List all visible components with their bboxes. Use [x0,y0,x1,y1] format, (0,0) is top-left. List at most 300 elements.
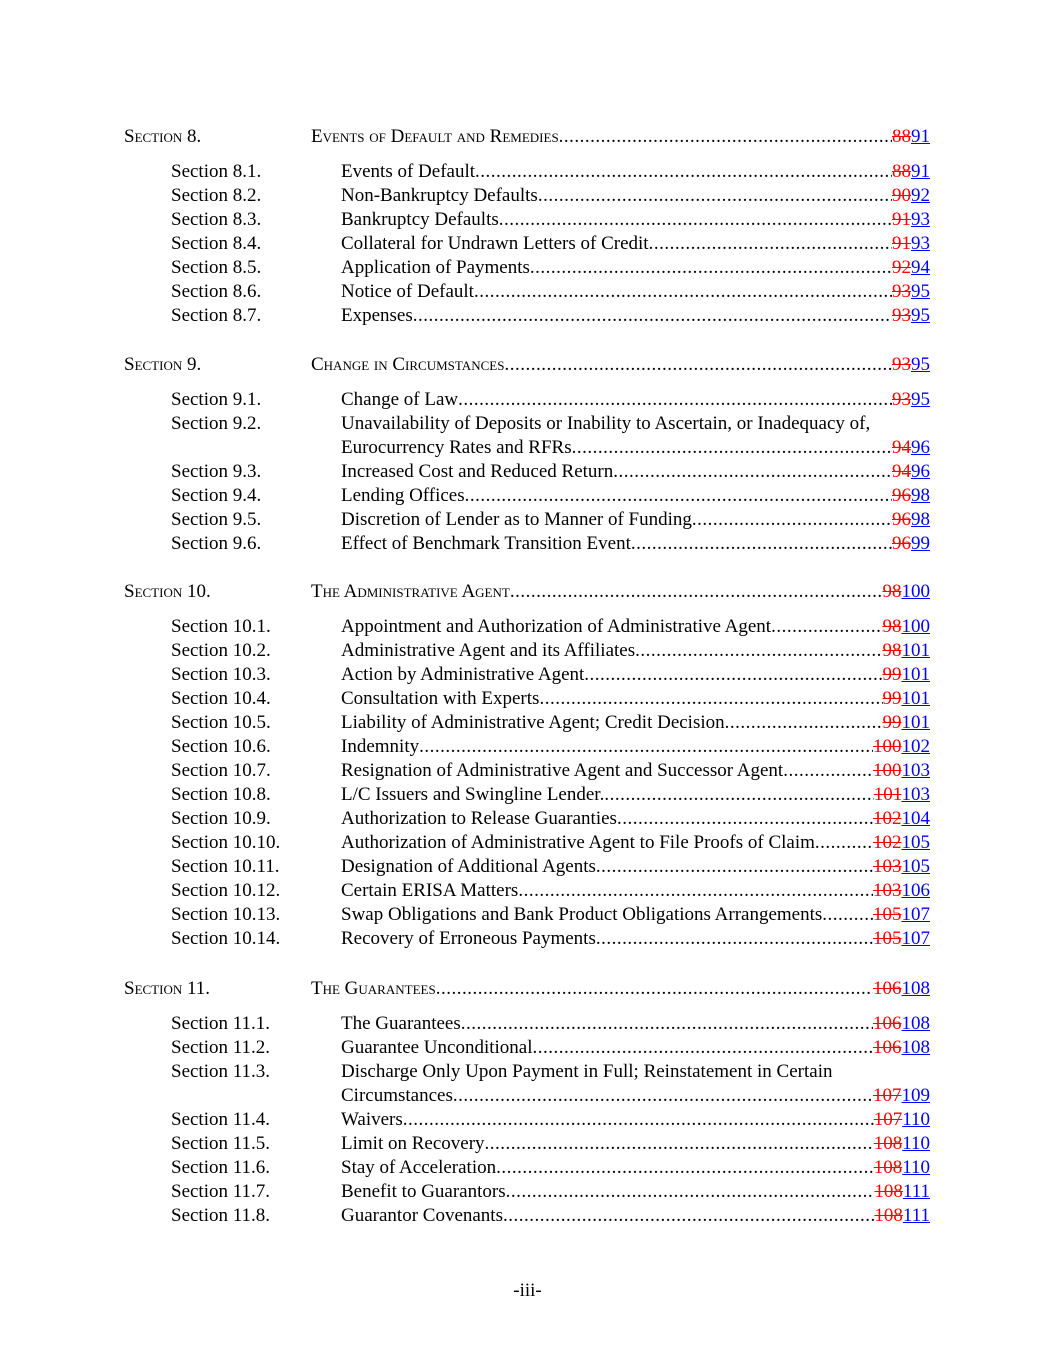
section-heading-title: Events of Default and Remedies [311,126,559,147]
subsection-number: Section 8.3. [171,209,262,230]
section-heading-link[interactable] [311,977,930,1001]
subsection-link[interactable] [341,388,930,412]
toc-entry [0,903,1055,927]
toc-entry [0,256,1055,280]
page-reference [873,807,930,831]
subsection-title: Designation of Additional Agents [341,856,596,877]
deleted-page-number: 96 [892,509,911,530]
dot-leader [635,639,882,663]
dot-leader [613,460,892,484]
dot-leader [771,615,882,639]
deleted-page-number: 106 [873,1037,902,1058]
page-reference [883,580,931,604]
dot-leader [461,1012,873,1036]
subsection-number: Section 10.6. [171,736,271,757]
deleted-page-number: 96 [892,533,911,554]
subsection-title-line1: Discharge Only Upon Payment in Full; Reinstatement in Certain [341,1061,833,1082]
subsection-number: Section 11.1. [171,1013,271,1034]
deleted-page-number: 108 [873,1157,903,1178]
subsection-link[interactable] [341,1180,930,1204]
inserted-page-link[interactable]: 101 [901,640,930,661]
subsection-link[interactable] [341,783,930,807]
deleted-page-number: 103 [873,856,902,877]
dot-leader [403,1108,874,1132]
section-heading [0,580,1055,604]
dot-leader [496,1156,874,1180]
inserted-page-link[interactable]: 95 [911,389,930,410]
section-heading-link[interactable] [311,353,930,377]
deleted-page-number: 91 [892,233,911,254]
subsection-number: Section 10.3. [171,664,271,685]
inserted-page-link[interactable]: 95 [911,305,930,326]
page-reference [873,977,930,1001]
inserted-page-link[interactable]: 104 [901,808,930,829]
subsection-link[interactable] [341,927,930,951]
subsection-title: Effect of Benchmark Transition Event [341,533,631,554]
inserted-page-link[interactable]: 99 [911,533,930,554]
section-number: Section 9. [124,354,202,375]
toc-entry [0,1132,1055,1156]
inserted-page-link[interactable]: 105 [901,856,930,877]
subsection-number: Section 9.4. [171,485,262,506]
dot-leader [533,1036,873,1060]
toc-entry [0,208,1055,232]
subsection-link[interactable] [341,1108,930,1132]
inserted-page-link[interactable]: 92 [911,185,930,206]
page-reference [873,1012,930,1036]
subsection-number: Section 10.7. [171,760,271,781]
subsection-number: Section 9.3. [171,461,262,482]
page-reference [874,1180,930,1204]
subsection-number: Section 8.2. [171,185,262,206]
page-reference [873,879,930,903]
deleted-page-number: 88 [892,161,911,182]
subsection-title: Consultation with Experts [341,688,540,709]
toc-entry [0,304,1055,328]
deleted-page-number: 108 [874,1181,903,1202]
inserted-page-link[interactable]: 110 [902,1133,930,1154]
deleted-page-number: 96 [892,485,911,506]
page-reference [883,615,931,639]
subsection-title: The Guarantees [341,1013,461,1034]
subsection-number: Section 10.2. [171,640,271,661]
inserted-page-link[interactable]: 110 [902,1109,930,1130]
deleted-page-number: 105 [873,904,902,925]
inserted-page-link[interactable]: 96 [911,437,930,458]
subsection-link[interactable] [341,280,930,304]
toc-entry [0,1036,1055,1060]
page-reference [892,280,930,304]
subsection-link[interactable] [341,831,930,855]
toc-entry [0,232,1055,256]
dot-leader [815,831,873,855]
deleted-page-number: 107 [873,1109,903,1130]
dot-leader [458,388,892,412]
deleted-page-number: 92 [892,257,911,278]
subsection-title: Resignation of Administrative Agent and Successor Agent [341,760,784,781]
inserted-page-link[interactable]: 101 [901,664,930,685]
subsection-title: Appointment and Authorization of Administrative Agent [341,616,772,637]
deleted-page-number: 99 [882,688,902,709]
page-reference [883,639,931,663]
inserted-page-link[interactable]: 95 [911,354,930,375]
subsection-number: Section 11.5. [171,1133,271,1154]
inserted-page-link[interactable]: 100 [901,616,930,637]
subsection-title: Collateral for Undrawn Letters of Credit [341,233,649,254]
dot-leader [510,580,883,604]
inserted-page-link[interactable]: 100 [901,581,930,602]
page-reference [892,436,930,460]
inserted-page-link[interactable]: 96 [911,461,930,482]
page-reference [892,184,930,208]
page-reference [883,663,931,687]
subsection-title: Recovery of Erroneous Payments [341,928,596,949]
subsection-number: Section 11.8. [171,1205,271,1226]
page-reference [873,759,930,783]
toc-entry [0,532,1055,556]
deleted-page-number: 94 [892,461,911,482]
deleted-page-number: 101 [873,784,902,805]
section-number: Section 10. [124,581,211,602]
deleted-page-number: 108 [873,1133,903,1154]
deleted-page-number: 93 [892,354,911,375]
subsection-number: Section 8.7. [171,305,262,326]
inserted-page-link[interactable]: 98 [911,485,930,506]
dot-leader [530,256,892,280]
dot-leader [475,160,892,184]
subsection-number: Section 8.6. [171,281,262,302]
subsection-title: Benefit to Guarantors [341,1181,506,1202]
subsection-title: Events of Default [341,161,476,182]
deleted-page-number: 106 [873,1013,902,1034]
subsection-link[interactable] [341,1132,930,1156]
deleted-page-number: 102 [873,808,902,829]
toc-entry [0,1180,1055,1204]
subsection-link[interactable] [341,484,930,508]
inserted-page-link[interactable]: 108 [901,978,930,999]
dot-leader [631,532,892,556]
subsection-title: Discretion of Lender as to Manner of Funding [341,509,692,530]
subsection-number: Section 11.7. [171,1181,271,1202]
subsection-link[interactable] [341,184,930,208]
subsection-link[interactable] [341,1012,930,1036]
toc-entry-continuation [0,1084,1055,1108]
page-reference [874,1204,930,1228]
subsection-number: Section 9.2. [171,413,262,434]
inserted-page-link[interactable]: 111 [902,1181,930,1202]
subsection-number: Section 10.13. [171,904,281,925]
subsection-title: Guarantee Unconditional [341,1037,533,1058]
toc-entry [0,388,1055,412]
subsection-number: Section 10.14. [171,928,281,949]
inserted-page-link[interactable]: 91 [911,161,930,182]
subsection-title: Change of Law [341,389,459,410]
toc-entry [0,1204,1055,1228]
toc-entry [0,460,1055,484]
inserted-page-link[interactable]: 103 [901,760,930,781]
subsection-number: Section 10.5. [171,712,271,733]
subsection-link[interactable] [341,532,930,556]
toc-entry [0,735,1055,759]
subsection-number: Section 10.10. [171,832,281,853]
toc-entry [0,412,1055,436]
subsection-number: Section 11.3. [171,1061,271,1082]
subsection-link[interactable] [341,711,930,735]
subsection-link[interactable] [341,759,930,783]
page-reference [892,353,930,377]
subsection-number: Section 10.12. [171,880,281,901]
subsection-number: Section 10.8. [171,784,271,805]
page-reference [892,256,930,280]
dot-leader [518,879,873,903]
page-reference [874,1108,930,1132]
inserted-page-link[interactable]: 108 [901,1013,930,1034]
section-heading-title: The Guarantees [311,978,436,999]
deleted-page-number: 93 [892,305,911,326]
inserted-page-link[interactable]: 109 [901,1085,930,1106]
toc-entry-continuation [0,436,1055,460]
page-reference [892,208,930,232]
page-reference [892,160,930,184]
inserted-page-link[interactable]: 101 [901,712,930,733]
subsection-title: Guarantor Covenants [341,1205,503,1226]
dot-leader [572,436,892,460]
toc-entry [0,508,1055,532]
subsection-title: Expenses [341,305,413,326]
subsection-link[interactable] [341,160,930,184]
deleted-page-number: 93 [892,389,911,410]
subsection-title: Action by Administrative Agent [341,664,585,685]
subsection-title: L/C Issuers and Swingline Lender. [341,784,605,805]
toc-entry [0,1156,1055,1180]
subsection-title: Non-Bankruptcy Defaults [341,185,538,206]
toc-entry [0,280,1055,304]
subsection-link[interactable] [341,436,930,460]
page-reference [873,1036,930,1060]
dot-leader [436,977,873,1001]
subsection-link[interactable] [341,1036,930,1060]
subsection-title: Limit on Recovery [341,1133,485,1154]
subsection-link[interactable] [341,232,930,256]
subsection-title: Bankruptcy Defaults [341,209,499,230]
deleted-page-number: 99 [882,712,902,733]
section-heading [0,353,1055,377]
page-reference [873,903,930,927]
subsection-number: Section 10.11. [171,856,280,877]
page-reference [873,735,930,759]
subsection-number: Section 8.4. [171,233,262,254]
section-heading-title: Change in Circumstances [311,354,505,375]
page-reference [873,927,930,951]
subsection-link[interactable] [341,304,930,328]
toc-entry [0,687,1055,711]
dot-leader [596,927,873,951]
subsection-link[interactable] [341,687,930,711]
dot-leader [822,903,873,927]
subsection-link[interactable] [341,508,930,532]
toc-entry [0,484,1055,508]
subsection-number: Section 9.5. [171,509,262,530]
subsection-title: Eurocurrency Rates and RFRs [341,437,572,458]
dot-leader [692,508,892,532]
subsection-number: Section 10.1. [171,616,271,637]
dot-leader [559,125,892,149]
page-reference [892,304,930,328]
subsection-link[interactable] [341,1084,930,1108]
toc-entry [0,160,1055,184]
subsection-number: Section 10.9. [171,808,271,829]
toc-entry [0,639,1055,663]
subsection-link[interactable] [341,615,930,639]
subsection-title: Authorization to Release Guaranties [341,808,617,829]
section-heading [0,125,1055,149]
deleted-page-number: 98 [882,581,902,602]
section-heading-link[interactable] [311,125,930,149]
page-reference [892,484,930,508]
dot-leader [649,232,892,256]
inserted-page-link[interactable]: 102 [901,736,930,757]
toc-entry [0,879,1055,903]
subsection-number: Section 9.1. [171,389,262,410]
dot-leader [485,1132,874,1156]
toc-entry [0,184,1055,208]
deleted-page-number: 102 [873,832,902,853]
subsection-title: Authorization of Administrative Agent to File Proofs of Claim [341,832,815,853]
dot-leader [413,304,892,328]
page-reference [883,711,931,735]
subsection-title: Lending Offices [341,485,465,506]
page-reference [883,687,931,711]
subsection-number: Section 10.4. [171,688,271,709]
subsection-title: Indemnity [341,736,420,757]
toc-entry [0,1012,1055,1036]
page-reference [892,232,930,256]
inserted-page-link[interactable]: 95 [911,281,930,302]
subsection-title: Swap Obligations and Bank Product Obligations Arrangements [341,904,823,925]
subsection-title: Certain ERISA Matters [341,880,519,901]
inserted-page-link[interactable]: 98 [911,509,930,530]
deleted-page-number: 98 [882,616,902,637]
page-number-footer: -iii- [513,1280,542,1301]
subsection-link[interactable] [341,460,930,484]
subsection-number: Section 8.1. [171,161,262,182]
subsection-title: Stay of Acceleration [341,1157,497,1178]
dot-leader [465,484,892,508]
subsection-title: Waivers [341,1109,403,1130]
inserted-page-link[interactable]: 91 [911,126,930,147]
deleted-page-number: 91 [892,209,911,230]
inserted-page-link[interactable]: 105 [901,832,930,853]
dot-leader [499,208,892,232]
inserted-page-link[interactable]: 108 [901,1037,930,1058]
deleted-page-number: 90 [892,185,911,206]
dot-leader [503,1204,874,1228]
page-reference [892,388,930,412]
page-reference [874,783,930,807]
subsection-number: Section 11.2. [171,1037,271,1058]
subsection-title: Increased Cost and Reduced Return [341,461,614,482]
section-number: Section 11. [124,978,211,999]
toc-entry [0,1108,1055,1132]
inserted-page-link[interactable]: 106 [901,880,930,901]
toc-entry [0,615,1055,639]
section-heading-link[interactable] [311,580,930,604]
deleted-page-number: 98 [882,640,902,661]
inserted-page-link[interactable]: 103 [901,784,930,805]
dot-leader [604,783,873,807]
subsection-link[interactable] [341,256,930,280]
dot-leader [725,711,883,735]
page-reference [873,1084,930,1108]
subsection-link[interactable] [341,1156,930,1180]
dot-leader [474,280,892,304]
page-reference [892,460,930,484]
dot-leader [419,735,873,759]
subsection-link[interactable] [341,807,930,831]
deleted-page-number: 107 [873,1085,902,1106]
deleted-page-number: 94 [892,437,911,458]
dot-leader [584,663,882,687]
deleted-page-number: 105 [873,928,902,949]
subsection-link[interactable] [341,208,930,232]
toc-entry [0,927,1055,951]
inserted-page-link[interactable]: 101 [901,688,930,709]
dot-leader [506,1180,875,1204]
deleted-page-number: 100 [873,760,902,781]
subsection-link[interactable] [341,879,930,903]
inserted-page-link[interactable]: 107 [901,928,930,949]
page-reference [892,532,930,556]
toc-entry [0,759,1055,783]
toc-entry [0,831,1055,855]
inserted-page-link[interactable]: 107 [901,904,930,925]
toc-entry [0,783,1055,807]
dot-leader [617,807,873,831]
deleted-page-number: 108 [874,1205,903,1226]
subsection-link[interactable] [341,639,930,663]
dot-leader [596,855,873,879]
subsection-link[interactable] [341,735,930,759]
page-reference [873,831,930,855]
dot-leader [783,759,873,783]
page-reference [874,1132,930,1156]
inserted-page-link[interactable]: 94 [911,257,930,278]
dot-leader [453,1084,873,1108]
subsection-title: Application of Payments [341,257,530,278]
section-number: Section 8. [124,126,202,147]
subsection-link[interactable] [341,1204,930,1228]
subsection-title-line1: Unavailability of Deposits or Inability to Ascertain, or Inadequacy of, [341,413,871,434]
toc-entry [0,807,1055,831]
inserted-page-link[interactable]: 111 [902,1205,930,1226]
subsection-title: Liability of Administrative Agent; Credit Decision [341,712,725,733]
section-heading [0,977,1055,1001]
dot-leader [504,353,892,377]
deleted-page-number: 88 [892,126,911,147]
subsection-link[interactable] [341,903,930,927]
inserted-page-link[interactable]: 93 [911,233,930,254]
subsection-link[interactable] [341,663,930,687]
deleted-page-number: 103 [873,880,902,901]
inserted-page-link[interactable]: 93 [911,209,930,230]
subsection-number: Section 11.6. [171,1157,271,1178]
inserted-page-link[interactable]: 110 [902,1157,930,1178]
subsection-number: Section 11.4. [171,1109,271,1130]
deleted-page-number: 106 [873,978,902,999]
subsection-title: Circumstances [341,1085,453,1106]
deleted-page-number: 93 [892,281,911,302]
subsection-link[interactable] [341,855,930,879]
